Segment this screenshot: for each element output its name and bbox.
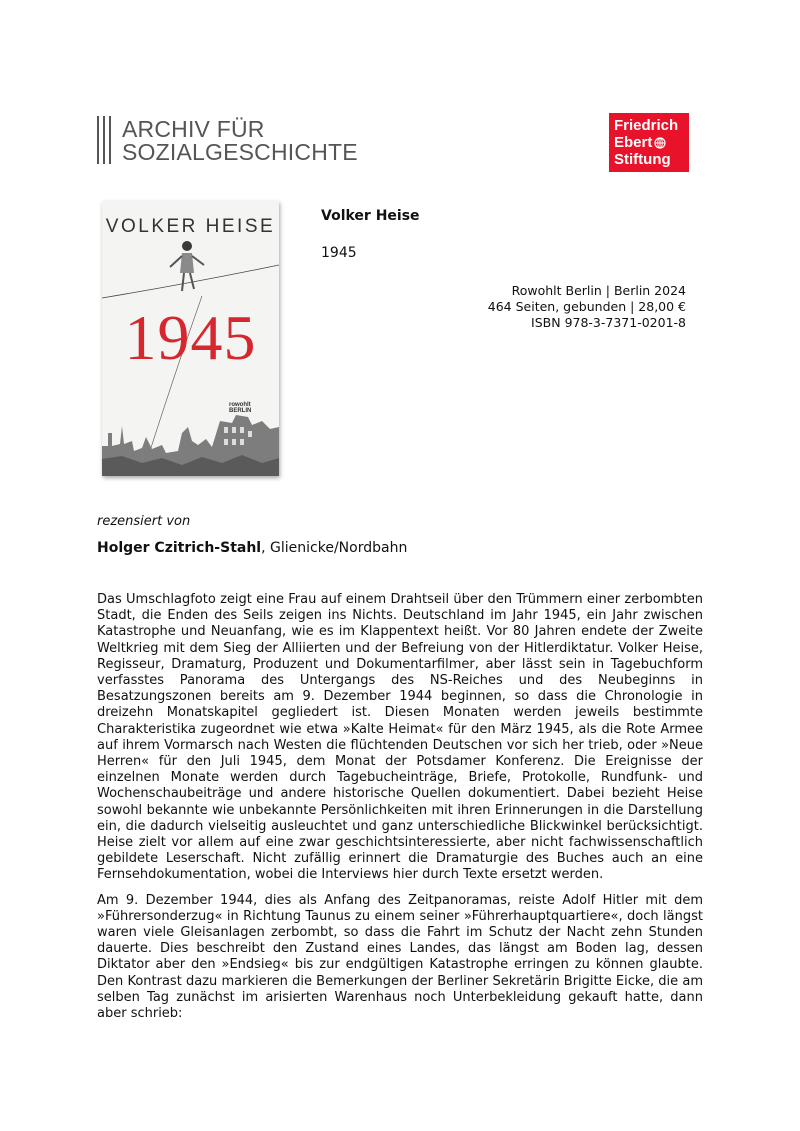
publisher-line: Rowohlt Berlin | Berlin 2024 (511, 283, 686, 298)
body-paragraph: Das Umschlagfoto zeigt eine Frau auf einem Drahtseil über den Trümmern einer zerbombten Stadt, die Enden des Seils zeigen ins Nichts. Deutschland im Jahr 1945, ein Jahr zwischen Katastrophe und Neuanfang, wie es im Klappentext heißt. Vor 80 Jahren endete der Zweite Weltkrieg mit dem Sieg der Alliierten und der Befreiung von der Hitlerdiktatur. Volker Heise, Regisseur, Dramaturg, Produzent und Dokumentarfilmer, aber lässt sein in Tagebuchform verfasstes Panorama des Untergangs des NS-Reiches und des Neubeginns in Besatzungszonen bereits am 9. Dezember 1944 beginnen, so dass die Chronologie in dreizehn Monatskapitel gegliedert ist. Diesen Monaten werden jeweils bestimmte Charakteristika zugeordnet wie etwa »Kalte Heimat« für den März 1945, als die Rote Armee auf ihrem Vormarsch nach Westen die flüchtenden Deutschen vor sich her trieb, oder »Neue Herren« für den Juli 1945, dem Monat der Potsdamer Konferenz. Die Ereignisse der einzelnen Monate werden durch Tagebucheinträge, Briefe, Protokolle, Rundfunk- und Wochenschaubeiträge und andere historische Quellen dokumentiert. Dabei bezieht Heise sowohl bekannte wie unbekannte Persönlichkeiten mit ihren Erinnerungen in die Darstellung ein, die dadurch vielseitig ausleuchtet und ganz unterschiedliche Blickwinkel berücksichtigt. Heise zielt vor allem auf eine zwar geschichtsinteressierte, aber nicht fachwissenschaftlich gebildete Leserschaft. Nicht zufällig erinnert die Dramaturgie des Buches auch an eine Fernsehdokumentation, wobei die Interviews hier durch Texte ersetzt werden. (97, 592, 703, 883)
cover-publisher-line1: rowohlt (229, 402, 251, 408)
book-title: 1945 (321, 245, 357, 261)
reviewed-by-label: rezensiert von (97, 514, 191, 529)
cover-author: VOLKER HEISE (105, 216, 276, 237)
globe-icon (654, 137, 666, 149)
reviewer-name: Holger Czitrich-Stahl (97, 540, 262, 556)
book-author: Volker Heise (321, 208, 420, 224)
archive-logo-text (122, 118, 358, 164)
fes-logo-line1: Friedrich (614, 117, 679, 134)
body-paragraph: Am 9. Dezember 1944, dies als Anfang des Zeitpanoramas, reiste Adolf Hitler mit dem »Führersonderzug« in Richtung Taunus zu einem seiner »Führerhauptquartiere«, doch längst waren viele Gleisanlagen zerbombt, so dass die Fahrt im Schutz der Nacht zehn Stunden dauerte. Dies beschreibt den Zustand eines Landes, das längst am Boden lag, dessen Diktator aber den »Endsieg« bis zur endgültigen Katastrophe erringen zu können glaubte. Den Kontrast dazu markieren die Bemerkungen der Berliner Sekretärin Brigitte Eicke, die am selben Tag zunächst im arisierten Warenhaus noch Unterbekleidung gekauft hatte, dann aber schrieb: (97, 892, 703, 1022)
reviewer-location: , Glienicke/Nordbahn (261, 540, 408, 556)
cover-publisher-line2: BERLIN (229, 408, 252, 414)
reviewer (97, 540, 407, 556)
pages-price-line: 464 Seiten, gebunden | 28,00 € (487, 299, 686, 314)
archive-logo-line2: SOZIALGESCHICHTE (122, 139, 358, 165)
tightrope-walker-figure (170, 241, 204, 291)
review-body (97, 592, 703, 1031)
fes-logo-line2: Ebert (614, 134, 653, 151)
fes-logo-line3: Stiftung (614, 151, 671, 168)
cover-title: 1945 (124, 302, 257, 373)
archive-fuer-sozialgeschichte-logo (97, 116, 357, 168)
friedrich-ebert-stiftung-logo (609, 113, 689, 172)
cover-publisher-logo (229, 402, 251, 414)
isbn-line: ISBN 978-3-7371-0201-8 (531, 315, 686, 330)
archive-logo-line1: ARCHIV FÜR (122, 116, 265, 142)
publication-details (488, 283, 686, 331)
book-cover (102, 201, 279, 476)
